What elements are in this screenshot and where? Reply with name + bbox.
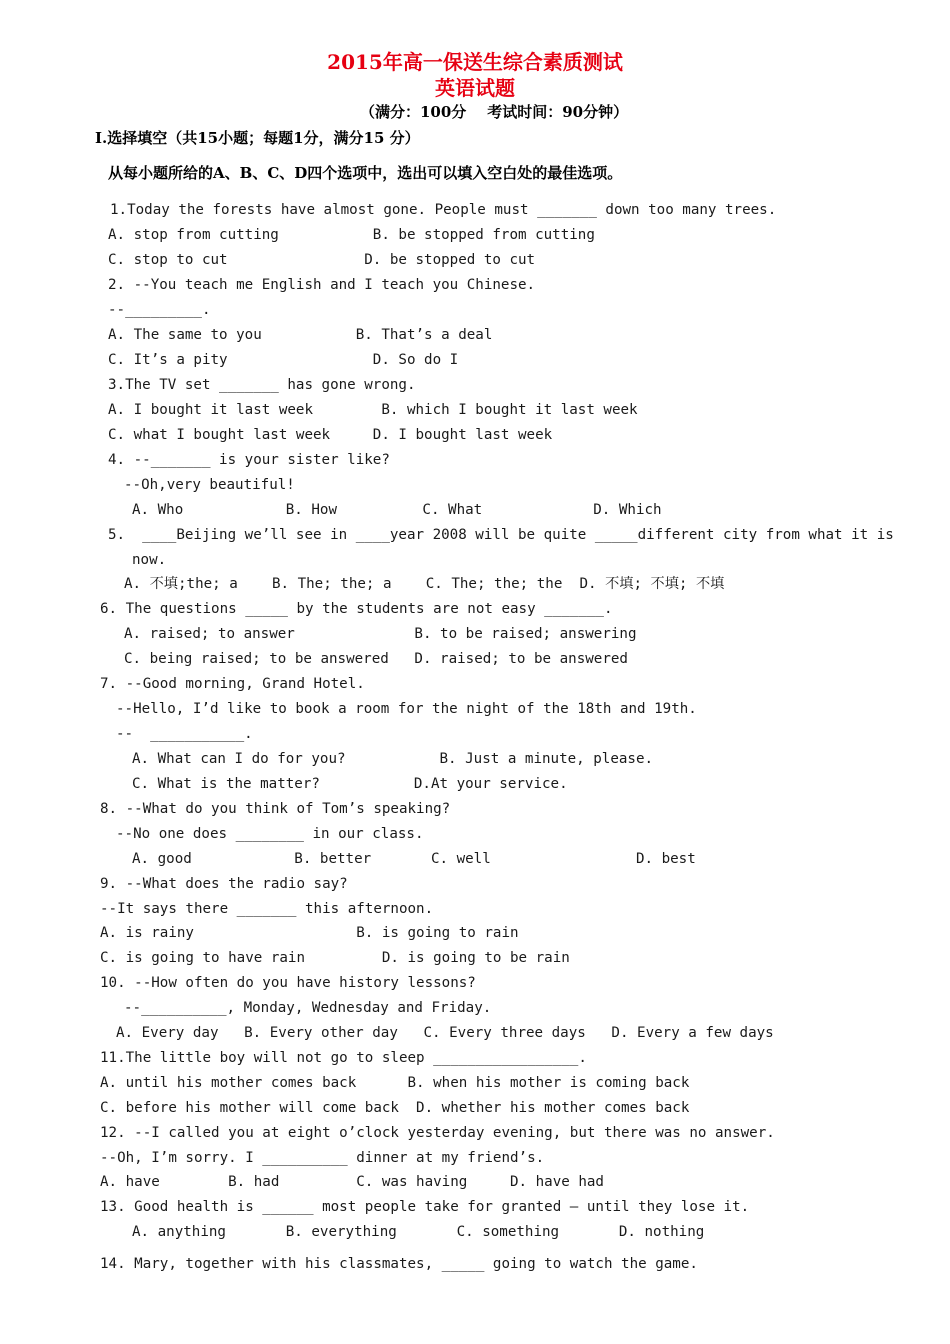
question-line: --_________. xyxy=(108,302,211,318)
question-line: 9. --What does the radio say? xyxy=(100,876,348,892)
question-line: A. anything B. everything C. something D. nothing xyxy=(132,1224,705,1240)
question-line: A. Every day B. Every other day C. Every three days D. Every a few days xyxy=(116,1025,774,1041)
question-line: 12. --I called you at eight o’clock yesterday evening, but there was no answer. xyxy=(100,1125,775,1141)
question-line: A. The same to you B. That’s a deal xyxy=(108,327,493,343)
question-line: --It says there _______ this afternoon. xyxy=(100,901,434,917)
question-line: A. I bought it last week B. which I bought it last week xyxy=(108,402,638,418)
question-line: --Oh, I’m sorry. I __________ dinner at my friend’s. xyxy=(100,1150,545,1166)
question-line: 8. --What do you think of Tom’s speaking? xyxy=(100,801,451,817)
question-line: C. is going to have rain D. is going to be rain xyxy=(100,950,570,966)
question-line: 13. Good health is ______ most people take for granted — until they lose it. xyxy=(100,1199,750,1215)
question-line: 6. The questions _____ by the students are not easy _______. xyxy=(100,601,613,617)
question-line: C. stop to cut D. be stopped to cut xyxy=(108,252,536,268)
question-line: now. xyxy=(132,552,167,568)
question-line: A. Who B. How C. What D. Which xyxy=(132,502,662,518)
question-line: A. 不填;the; a B. The; the; a C. The; the; the D. 不填; 不填; 不填 xyxy=(124,576,725,592)
question-line: --No one does ________ in our class. xyxy=(116,826,424,842)
exam-title: 2015年高一保送生综合素质测试 xyxy=(327,50,623,74)
question-line: 10. --How often do you have history lessons? xyxy=(100,975,476,991)
question-line: C. What is the matter? D.At your service. xyxy=(132,776,568,792)
question-line: 5. ____Beijing we’ll see in ____year 2008 will be quite _____different city from what it is xyxy=(108,527,894,543)
question-line: A. What can I do for you? B. Just a minute, please. xyxy=(132,751,654,767)
question-line: A. have B. had C. was having D. have had xyxy=(100,1174,604,1190)
question-line: 11.The little boy will not go to sleep _________________. xyxy=(100,1050,587,1066)
question-line: 4. --_______ is your sister like? xyxy=(108,452,390,468)
question-line: 7. --Good morning, Grand Hotel. xyxy=(100,676,365,692)
section-instruction: 从每小题所给的A、B、C、D四个选项中，选出可以填入空白处的最佳选项。 xyxy=(108,164,623,182)
question-line: A. stop from cutting B. be stopped from cutting xyxy=(108,227,595,243)
question-line: 3.The TV set _______ has gone wrong. xyxy=(108,377,416,393)
score-time-info: （满分：100分 考试时间：90分钟） xyxy=(360,103,629,121)
question-line: C. before his mother will come back D. whether his mother comes back xyxy=(100,1100,690,1116)
question-line: --Hello, I’d like to book a room for the night of the 18th and 19th. xyxy=(116,701,697,717)
question-line: C. being raised; to be answered D. raised; to be answered xyxy=(124,651,628,667)
question-line: A. good B. better C. well D. best xyxy=(132,851,696,867)
question-line: --Oh,very beautiful! xyxy=(124,477,295,493)
question-line: A. until his mother comes back B. when his mother is coming back xyxy=(100,1075,690,1091)
exam-subject-title: 英语试题 xyxy=(435,76,515,100)
question-line: A. is rainy B. is going to rain xyxy=(100,925,519,941)
question-line: --__________, Monday, Wednesday and Friday. xyxy=(124,1000,492,1016)
question-line: -- ___________. xyxy=(116,726,253,742)
question-line: C. what I bought last week D. I bought last week xyxy=(108,427,553,443)
question-line: A. raised; to answer B. to be raised; answering xyxy=(124,626,637,642)
question-line: 1.Today the forests have almost gone. People must _______ down too many trees. xyxy=(110,202,777,218)
section-heading: Ⅰ.选择填空（共15小题；每题1分，满分15 分） xyxy=(95,129,420,147)
question-line: 14. Mary, together with his classmates, _____ going to watch the game. xyxy=(100,1256,698,1272)
question-line: C. It’s a pity D. So do I xyxy=(108,352,459,368)
question-line: 2. --You teach me English and I teach you Chinese. xyxy=(108,277,536,293)
